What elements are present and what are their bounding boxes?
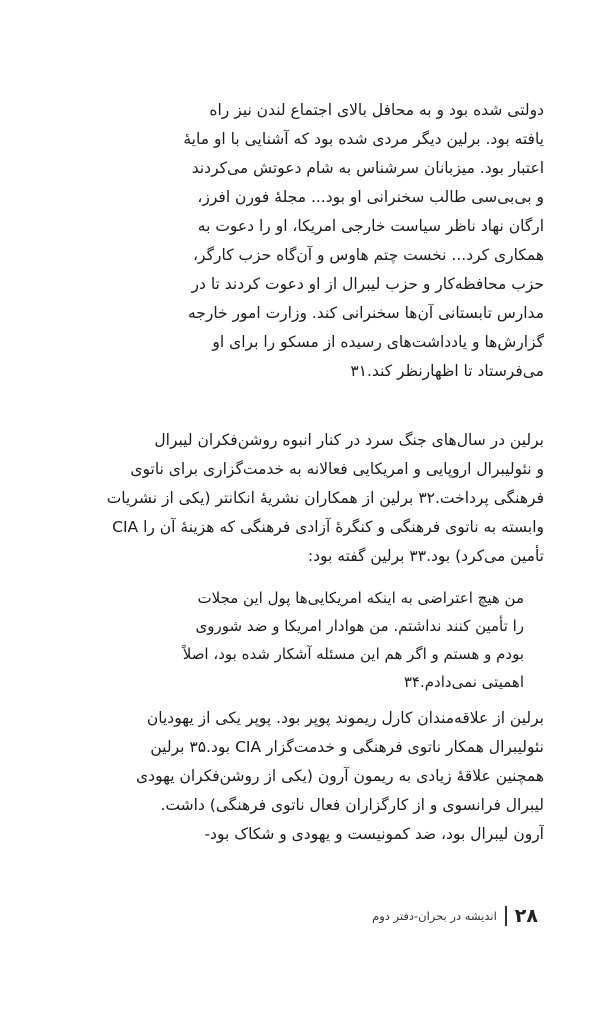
block-quote	[82, 584, 524, 696]
paragraph-line: فرهنگی پرداخت.۳۲ برلین از همکاران نشریهٔ انکانتر (یکی از نشریات	[106, 489, 544, 507]
paragraph-line: وابسته به ناتوی فرهنگی و کنگرهٔ آزادی فرهنگی که هزینهٔ آن را CIA	[112, 518, 544, 536]
paragraph-3	[58, 704, 544, 849]
paragraph-line: برلین در سال‌های جنگ سرد در کنار انبوه روشن‌فکران لیبرال	[154, 431, 544, 449]
paragraph-line: ارگان نهاد ناظر سیاست خارجی امریکا، او را دعوت به	[197, 217, 544, 235]
paragraph-line: و بی‌بی‌سی طالب سخنرانی او بود... مجلهٔ فورن افرز،	[197, 188, 544, 206]
running-title: اندیشه در بحران-دفتر دوم	[372, 909, 497, 923]
quote-line: بودم و هستم و اگر هم این مسئله آشکار شده بود، اصلاً	[182, 645, 524, 663]
paragraph-line: لیبرال فرانسوی و از کارگزاران فعال ناتوی فرهنگی) داشت.	[160, 796, 544, 814]
page-footer	[372, 905, 538, 927]
paragraph-1	[58, 96, 544, 386]
quote-line: را تأمین کنند نداشتم. من هوادار امریکا و ضد شوروی	[195, 617, 524, 635]
paragraph-line: برلین از علاقه‌مندان کارل ریموند پوپر بود. پوپر یکی از یهودیان	[146, 709, 544, 727]
paragraph-line: همچنین علاقهٔ زیادی به ریمون آرون (یکی از روشن‌فکران یهودی	[136, 767, 544, 785]
paragraph-line: دولتی شده بود و به محافل بالای اجتماع لندن نیز راه	[209, 101, 544, 119]
paragraph-line: مدارس تابستانی آن‌ها سخنرانی کند. وزارت امور خارجه	[187, 304, 544, 322]
paragraph-line: می‌فرستاد تا اظهارنظر کند.۳۱	[350, 362, 544, 380]
paragraph-line: و نئولیبرال اروپایی و امریکایی فعالانه به خدمت‌گزاری برای ناتوی	[130, 460, 544, 478]
paragraph-line: همکاری کرد... نخست چتم هاوس و آن‌گاه حزب کارگر،	[193, 246, 544, 264]
page-number: ۲۸	[514, 905, 538, 927]
paragraph-2	[58, 426, 544, 571]
paragraph-line: آرون لیبرال بود، ضد کمونیست و یهودی و شکاک بود-	[204, 825, 544, 843]
footer-divider	[505, 906, 507, 926]
paragraph-line: نئولیبرال همکار ناتوی فرهنگی و خدمت‌گزار CIA بود.۳۵ برلین	[150, 738, 544, 756]
quote-line: اهمیتی نمی‌دادم.۳۴	[403, 673, 524, 691]
paragraph-line: اعتبار بود. میزبانان سرشناس به شام دعوتش می‌کردند	[191, 159, 544, 177]
paragraph-line: تأمین می‌کرد) بود.۳۳ برلین گفته بود:	[307, 547, 544, 565]
paragraph-line: یافته بود. برلین دیگر مردی شده بود که آشنایی با او مایهٔ	[183, 130, 544, 148]
paragraph-line: حزب محافظه‌کار و حزب لیبرال از او دعوت کردند تا در	[191, 275, 544, 293]
paragraph-line: گزارش‌ها و یادداشت‌های رسیده از مسکو را برای او	[212, 333, 544, 351]
quote-line: من هیچ اعتراضی به اینکه امریکایی‌ها پول این مجلات	[197, 589, 524, 607]
